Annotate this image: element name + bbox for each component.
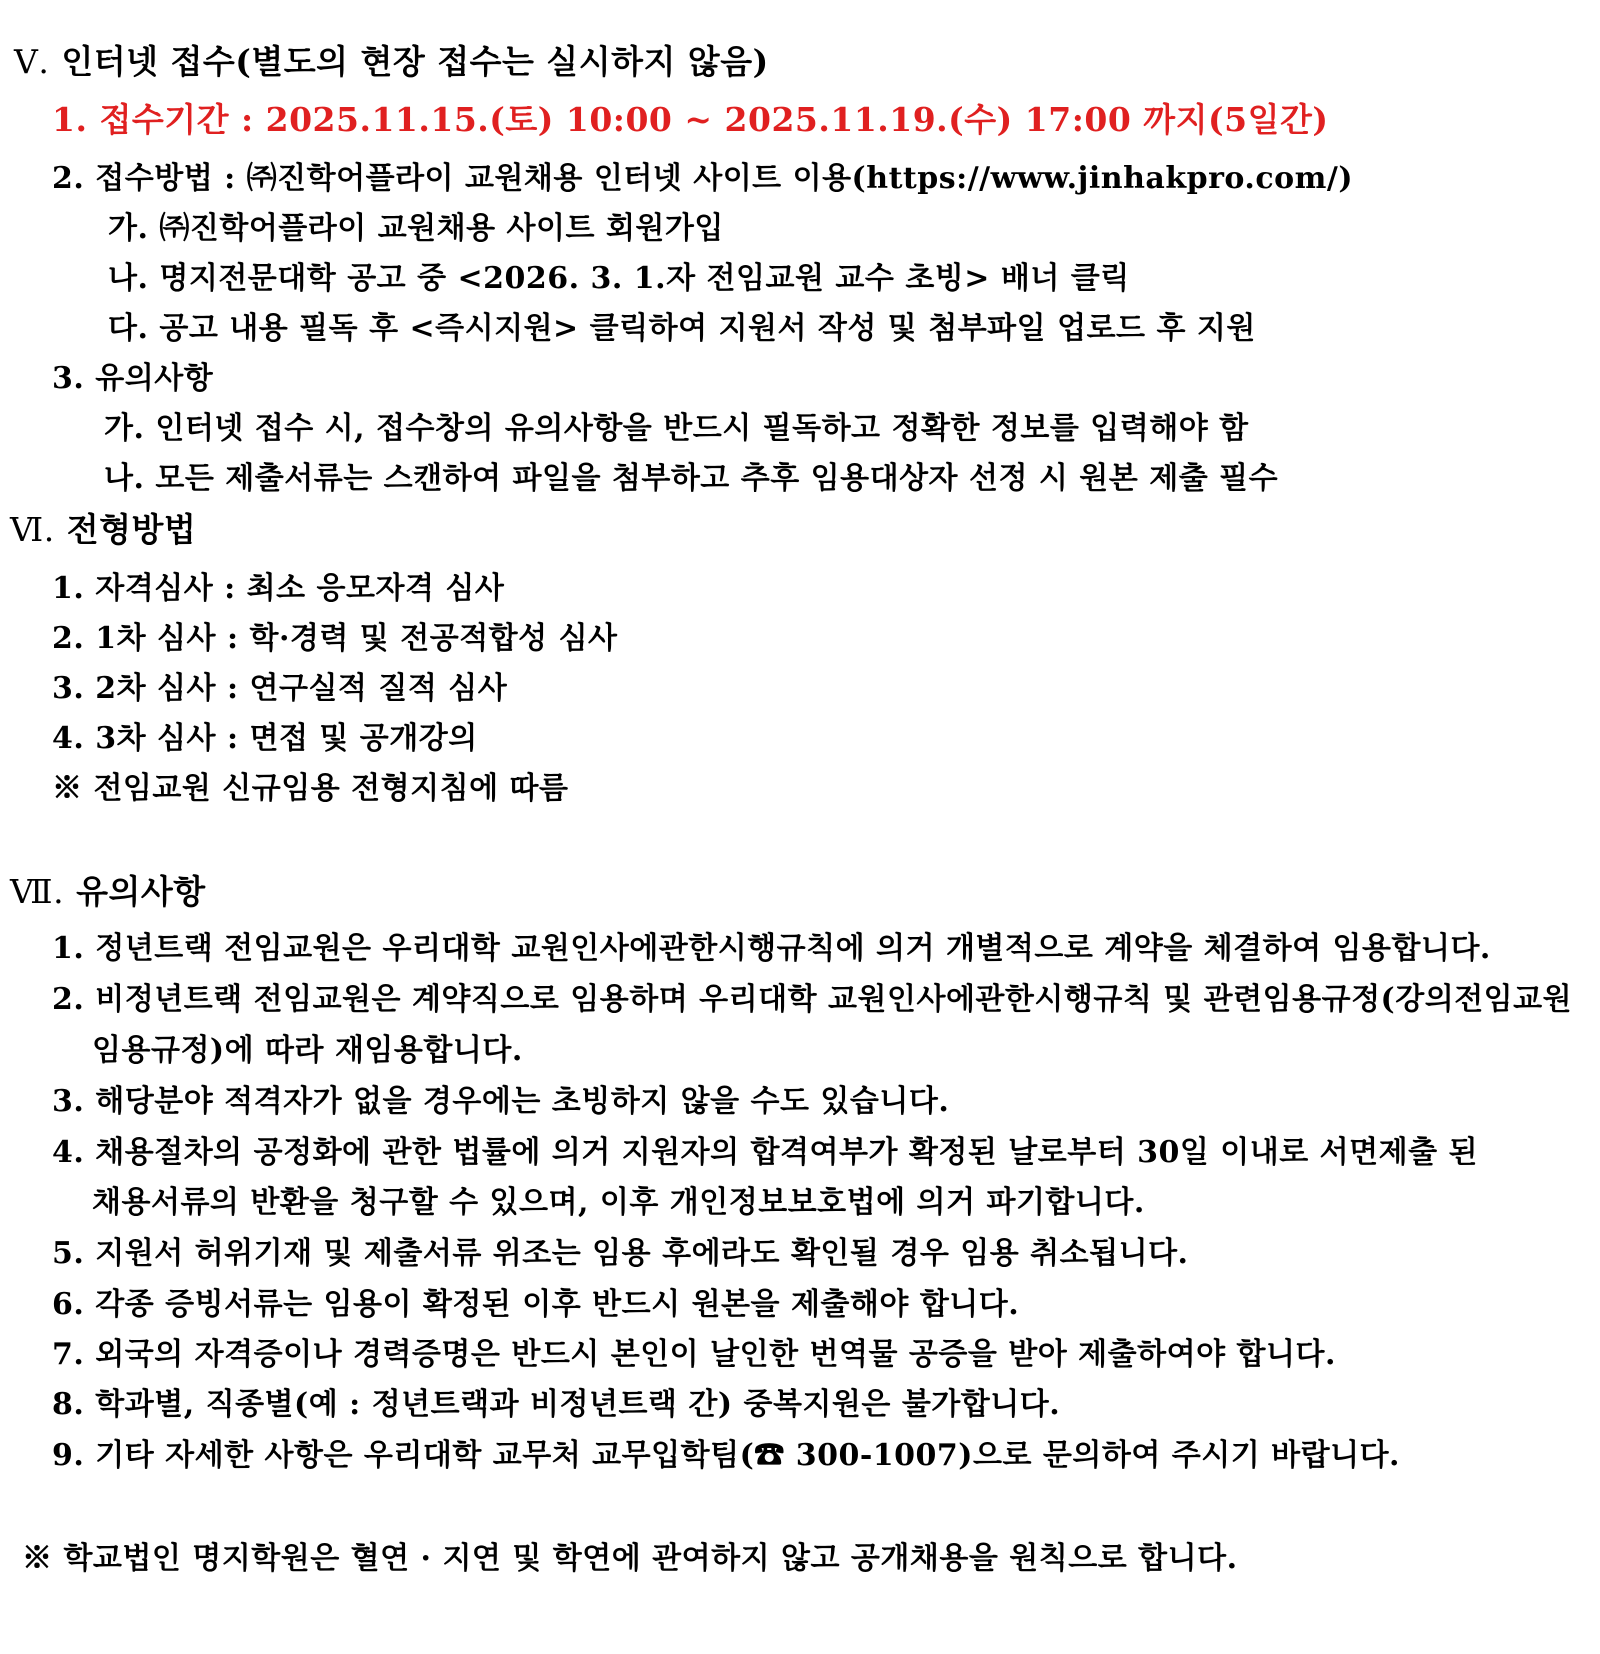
application-method: 2. 접수방법 : ㈜진학어플라이 교원채용 인터넷 사이트 이용(https://www.jinhakpro.com/)	[52, 161, 1354, 196]
note-item-1: 가. 인터넷 접수 시, 접수창의 유의사항을 반드시 필독하고 정확한 정보를 입력해야 함	[104, 411, 1249, 446]
notice-item-2: 2. 비정년트랙 전임교원은 계약직으로 임용하며 우리대학 교원인사에관한시행규칙 및 관련임용규정(강의전임교원	[52, 982, 1573, 1017]
method-step-2: 나. 명지전문대학 공고 중 <2026. 3. 1.자 전임교원 교수 초빙> 배너 클릭	[108, 261, 1130, 296]
method-step-3: 다. 공고 내용 필독 후 <즉시지원> 클릭하여 지원서 작성 및 첨부파일 업로드 후 지원	[108, 311, 1256, 346]
section-6-title: 전형방법	[66, 510, 197, 549]
notice-item-2-cont: 임용규정)에 따라 재임용합니다.	[92, 1033, 523, 1068]
application-period: 1. 접수기간 : 2025.11.15.(토) 10:00 ~ 2025.11.19.(수) 17:00 까지(5일간)	[52, 100, 1329, 139]
section-5-title: 인터넷 접수(별도의 현장 접수는 실시하지 않음)	[61, 42, 769, 81]
notice-item-3: 3. 해당분야 적격자가 없을 경우에는 초빙하지 않을 수도 있습니다.	[52, 1084, 950, 1119]
section-7-title: 유의사항	[76, 872, 206, 911]
selection-item-3: 3. 2차 심사 : 연구실적 질적 심사	[52, 671, 508, 706]
notice-item-9: 9. 기타 자세한 사항은 우리대학 교무처 교무입학팀(☎ 300-1007)으로 문의하여 주시기 바랍니다.	[52, 1438, 1401, 1473]
section-5-heading	[14, 44, 769, 80]
note-item-2: 나. 모든 제출서류는 스캔하여 파일을 첨부하고 추후 임용대상자 선정 시 원본 제출 필수	[104, 461, 1279, 496]
section-6-number: Ⅵ.	[10, 510, 55, 549]
selection-item-2: 2. 1차 심사 : 학·경력 및 전공적합성 심사	[52, 621, 618, 656]
notice-item-6: 6. 각종 증빙서류는 임용이 확정된 이후 반드시 원본을 제출해야 합니다.	[52, 1287, 1020, 1322]
notice-item-7: 7. 외국의 자격증이나 경력증명은 반드시 본인이 날인한 번역물 공증을 받아 제출하여야 합니다.	[52, 1337, 1336, 1372]
section-5-number: Ⅴ.	[14, 42, 50, 81]
selection-item-1: 1. 자격심사 : 최소 응모자격 심사	[52, 571, 505, 606]
fair-hiring-note: ※ 학교법인 명지학원은 혈연 · 지연 및 학연에 관여하지 않고 공개채용을 원칙으로 합니다.	[22, 1541, 1238, 1576]
selection-item-4: 4. 3차 심사 : 면접 및 공개강의	[52, 721, 478, 756]
notes-heading: 3. 유의사항	[52, 361, 214, 396]
method-step-1: 가. ㈜진학어플라이 교원채용 사이트 회원가입	[108, 211, 724, 246]
section-6-heading	[10, 512, 196, 548]
section-7-heading	[10, 874, 206, 910]
notice-item-4-cont: 채용서류의 반환을 청구할 수 있으며, 이후 개인정보보호법에 의거 파기합니다.	[92, 1185, 1145, 1220]
notice-item-5: 5. 지원서 허위기재 및 제출서류 위조는 임용 후에라도 확인될 경우 임용 취소됩니다.	[52, 1236, 1189, 1271]
notice-item-8: 8. 학과별, 직종별(예 : 정년트랙과 비정년트랙 간) 중복지원은 불가합니다.	[52, 1387, 1061, 1422]
section-7-number: Ⅶ.	[10, 872, 65, 911]
selection-note: ※ 전임교원 신규임용 전형지침에 따름	[52, 771, 569, 806]
notice-item-4: 4. 채용절차의 공정화에 관한 법률에 의거 지원자의 합격여부가 확정된 날로부터 30일 이내로 서면제출 된	[52, 1135, 1479, 1170]
notice-item-1: 1. 정년트랙 전임교원은 우리대학 교원인사에관한시행규칙에 의거 개별적으로 계약을 체결하여 임용합니다.	[52, 931, 1491, 966]
